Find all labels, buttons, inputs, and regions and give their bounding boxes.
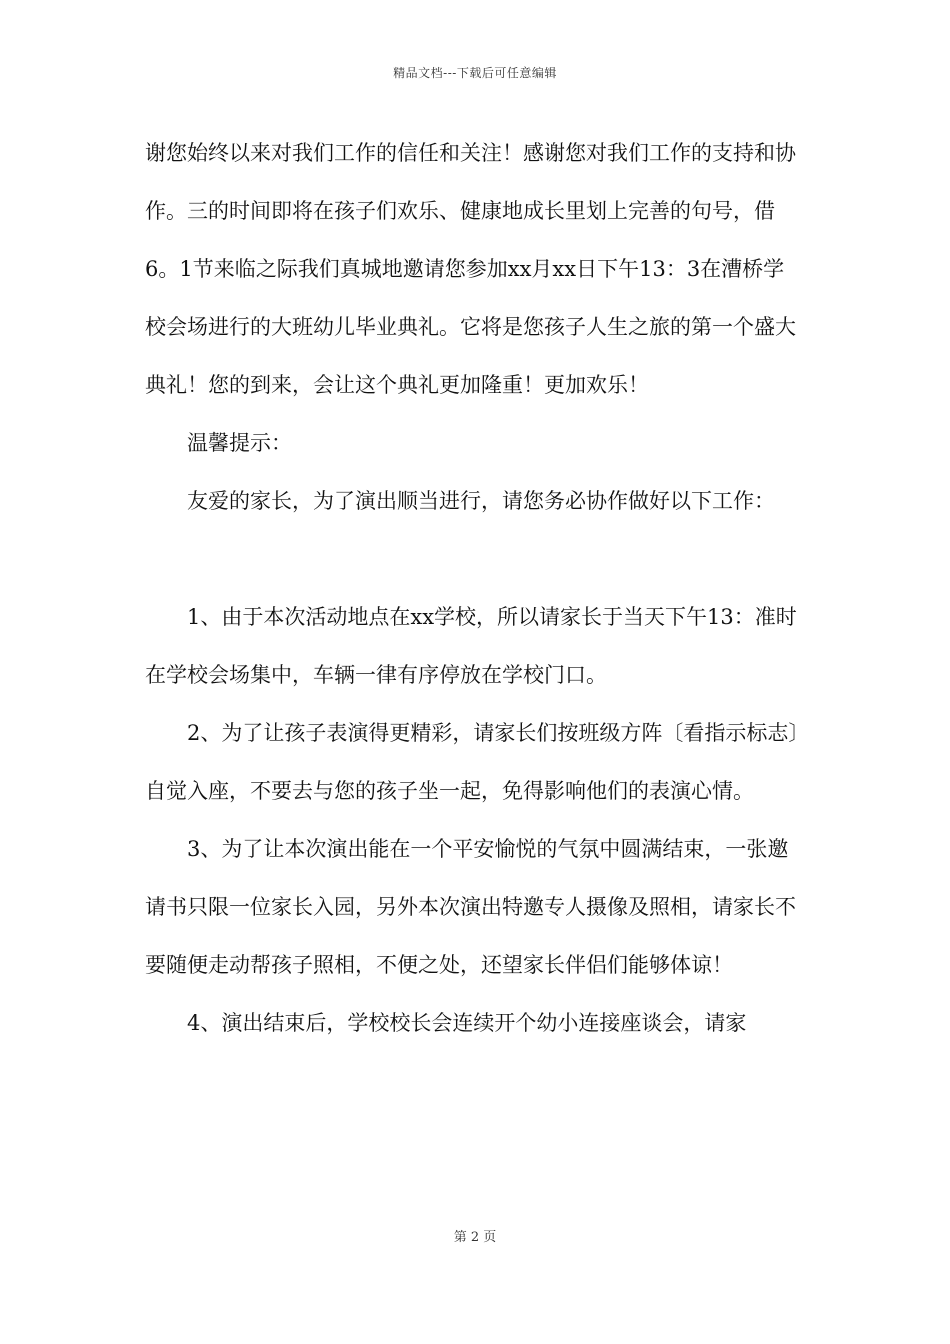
tip-item-3: 3、为了让本次演出能在一个平安愉悦的气氛中圆满结束，一张邀请书只限一位家长入园，另外本次演出特邀专人摄像及照相，请家长不要随便走动帮孩子照相，不便之处，还望家长伴侣们能够体谅！ (145, 837, 796, 977)
tips-intro-paragraph: 友爱的家长，为了演出顺当进行，请您务必协作做好以下工作： (187, 489, 775, 513)
tip-item-2: 2、为了让孩子表演得更精彩，请家长们按班级方阵〔看指示标志〕自觉入座，不要去与您的孩子坐一起，免得影响他们的表演心情。 (145, 721, 799, 803)
tips-heading: 温馨提示： (187, 431, 292, 455)
document-body (145, 124, 805, 1052)
page-number: 第 2 页 (453, 1230, 497, 1245)
tip-item-1: 1、由于本次活动地点在xx学校，所以请家长于当天下午13：准时在学校会场集中，车辆一律有序停放在学校门口。 (145, 605, 797, 687)
page-header: 精品文档---下载后可任意编辑 (393, 66, 557, 80)
blank-line (145, 530, 805, 588)
intro-paragraph: 谢您始终以来对我们工作的信任和关注！感谢您对我们工作的支持和协作。三的时间即将在孩子们欢乐、健康地成长里划上完善的句号，借6。1节来临之际我们真城地邀请您参加xx月xx日下午13：3在漕桥学校会场进行的大班幼儿毕业典礼。它将是您孩子人生之旅的第一个盛大典礼！您的到来，会让这个典礼更加隆重！更加欢乐！ (145, 141, 796, 397)
tip-item-4: 4、演出结束后，学校校长会连续开个幼小连接座谈会，请家 (187, 1011, 747, 1035)
